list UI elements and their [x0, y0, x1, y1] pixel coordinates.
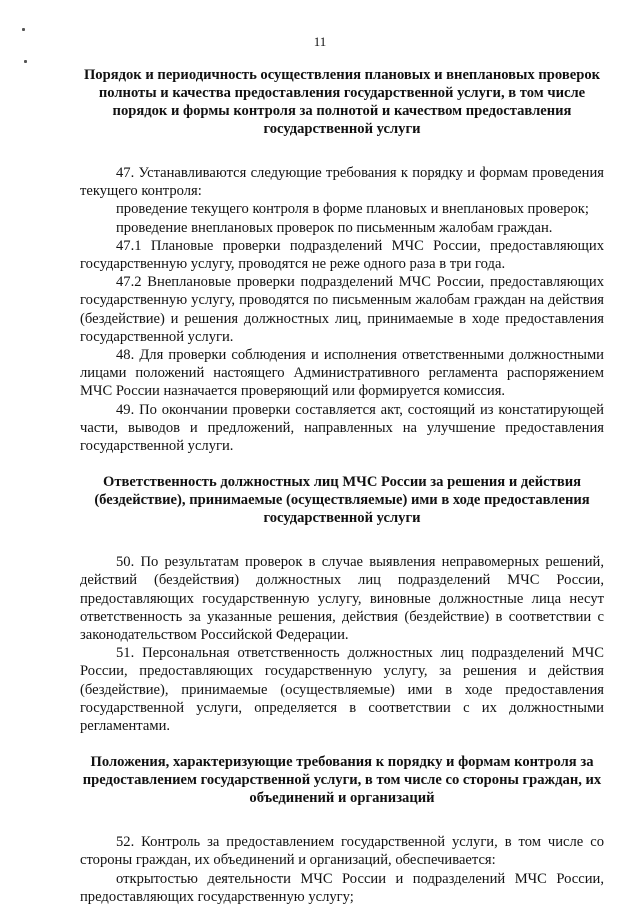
document-body [80, 66, 604, 906]
section-heading: Положения, характеризующие требования к порядку и формам контроля за предоставлением государственной услуги, в том числе со стороны граждан, их объединений и организаций [82, 754, 602, 807]
paragraph: 47. Устанавливаются следующие требования к порядку и формам проведения текущего контроля: [80, 165, 604, 200]
paragraph: 49. По окончании проверки составляется акт, состоящий из констатирующей части, выводов и предложений, направленных на улучшение предоставления государственной услуги. [80, 401, 604, 455]
paragraph: 47.2 Внеплановые проверки подразделений МЧС России, предоставляющих государственную услугу, проводятся по письменным жалобам граждан на действия (бездействие) и решения должностных лиц, принимаемые в ходе предоставления государственной услуги. [80, 274, 604, 345]
section-heading: Ответственность должностных лиц МЧС России за решения и действия (бездействие), принимаемые (осуществляемые) ими в ходе предоставления государственной услуги [94, 474, 590, 527]
paragraph: 52. Контроль за предоставлением государственной услуги, в том числе со стороны граждан, их объединений и организаций, обеспечивается: [80, 834, 604, 869]
paragraph: 47.1 Плановые проверки подразделений МЧС России, предоставляющих государственную услугу, проводятся не реже одного раза в три года. [80, 237, 604, 273]
page-number: 11 [313, 34, 327, 49]
scan-artifact [24, 60, 27, 63]
paragraph: 50. По результатам проверок в случае выявления неправомерных решений, действий (бездействия) должностных лиц подразделений МЧС России, предоставляющих государственную услугу, виновные должностные лица несут ответственность за указанные решения, действия (бездействие) в соответствии с законодательством Российской Федерации. [80, 554, 604, 644]
paragraph: 51. Персональная ответственность должностных лиц подразделений МЧС России, предоставляющих государственную услугу, за решения и действия (бездействие), принимаемые (осуществляемые) ими в ходе предоставления государственной услуги, определяется в соответствии с их должностными регламентами. [80, 645, 604, 735]
paragraph: проведение текущего контроля в форме плановых и внеплановых проверок; [116, 201, 589, 218]
paragraph: проведение внеплановых проверок по письменным жалобам граждан. [116, 219, 553, 236]
section-heading: Порядок и периодичность осуществления плановых и внеплановых проверок полноты и качества предоставления государственной услуги, в том числе порядок и формы контроля за полнотой и качеством предоставления государственной услуги [83, 67, 601, 137]
scan-artifact [22, 28, 25, 31]
paragraph: открытостью деятельности МЧС России и подразделений МЧС России, предоставляющих государственную услугу; [80, 870, 604, 905]
paragraph: 48. Для проверки соблюдения и исполнения ответственными должностными лицами положений настоящего Административного регламента распоряжением МЧС России назначается проверяющий или формируется комиссия. [80, 347, 604, 400]
